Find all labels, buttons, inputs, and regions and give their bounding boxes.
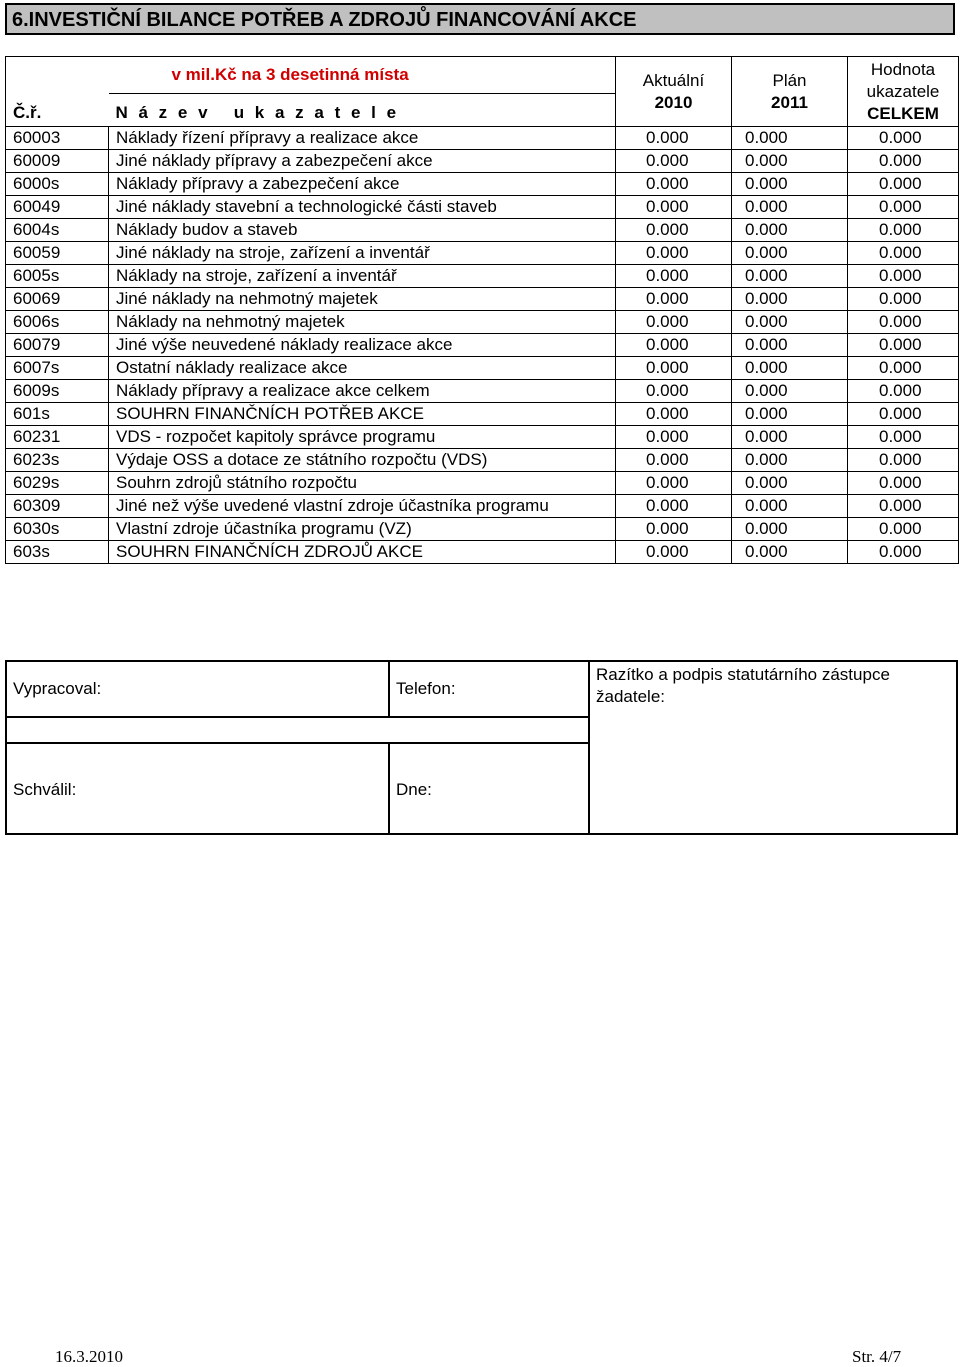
- col-total-label-2: ukazatele: [866, 81, 940, 101]
- date-cell: [390, 744, 590, 833]
- row-code: 60309: [6, 495, 109, 518]
- row-code: 6029s: [6, 472, 109, 495]
- table-row: [6, 541, 959, 564]
- row-plan-value: 0.000: [732, 495, 848, 518]
- row-name: Náklady na stroje, zařízení a inventář: [109, 265, 616, 288]
- row-code: 6005s: [6, 265, 109, 288]
- row-actual-value: 0.000: [616, 265, 732, 288]
- row-plan-value: 0.000: [732, 219, 848, 242]
- row-actual-value: 0.000: [616, 495, 732, 518]
- row-actual-value: 0.000: [616, 288, 732, 311]
- row-name: Ostatní náklady realizace akce: [109, 357, 616, 380]
- row-name: SOUHRN FINANČNÍCH ZDROJŮ AKCE: [109, 541, 616, 564]
- row-plan-value: 0.000: [732, 242, 848, 265]
- row-plan-value: 0.000: [732, 449, 848, 472]
- row-name: Jiné náklady přípravy a zabezpečení akce: [109, 150, 616, 173]
- row-name: Souhrn zdrojů státního rozpočtu: [109, 472, 616, 495]
- name-header: N á z e v u k a z a t e l e: [115, 103, 400, 122]
- col-plan-label: Plán: [772, 70, 807, 90]
- table-row: [6, 357, 959, 380]
- approved-label: Schválil:: [13, 780, 77, 799]
- row-name: Jiné náklady na stroje, zařízení a inventář: [109, 242, 616, 265]
- row-total-value: 0.000: [848, 150, 959, 173]
- row-plan-value: 0.000: [732, 150, 848, 173]
- row-code: 6030s: [6, 518, 109, 541]
- date-label: Dne:: [396, 780, 432, 799]
- row-name: Náklady budov a staveb: [109, 219, 616, 242]
- row-actual-value: 0.000: [616, 150, 732, 173]
- table-body: [6, 127, 959, 564]
- row-total-value: 0.000: [848, 173, 959, 196]
- phone-label: Telefon:: [396, 679, 456, 698]
- footer-page-number: Str. 4/7: [852, 1347, 902, 1366]
- row-name: Jiné než výše uvedené vlastní zdroje účastníka programu: [109, 495, 616, 518]
- row-code: 60003: [6, 127, 109, 150]
- row-total-value: 0.000: [848, 219, 959, 242]
- row-plan-value: 0.000: [732, 472, 848, 495]
- row-code: 601s: [6, 403, 109, 426]
- row-name: Vlastní zdroje účastníka programu (VZ): [109, 518, 616, 541]
- table-row: [6, 403, 959, 426]
- row-name: Jiné náklady na nehmotný majetek: [109, 288, 616, 311]
- col-actual-label: Aktuální: [642, 70, 705, 90]
- row-plan-value: 0.000: [732, 403, 848, 426]
- prepared-label: Vypracoval:: [13, 679, 102, 698]
- approved-cell: [7, 744, 390, 833]
- row-actual-value: 0.000: [616, 311, 732, 334]
- row-name: Náklady přípravy a realizace akce celkem: [109, 380, 616, 403]
- row-code: 60049: [6, 196, 109, 219]
- prepared-cell: [7, 662, 390, 718]
- row-plan-value: 0.000: [732, 196, 848, 219]
- table-row: [6, 380, 959, 403]
- row-total-value: 0.000: [848, 449, 959, 472]
- col-actual-year: 2010: [654, 92, 693, 112]
- row-actual-value: 0.000: [616, 242, 732, 265]
- row-plan-value: 0.000: [732, 127, 848, 150]
- unit-note: v mil.Kč na 3 desetinná místa: [171, 65, 409, 84]
- row-number-header: Č.ř.: [13, 103, 42, 122]
- row-code: 6007s: [6, 357, 109, 380]
- table-row: [6, 311, 959, 334]
- row-code: 603s: [6, 541, 109, 564]
- row-plan-value: 0.000: [732, 334, 848, 357]
- table-row: [6, 127, 959, 150]
- row-code: 6000s: [6, 173, 109, 196]
- row-actual-value: 0.000: [616, 380, 732, 403]
- row-actual-value: 0.000: [616, 449, 732, 472]
- row-code: 60059: [6, 242, 109, 265]
- col-plan-year: 2011: [771, 92, 808, 112]
- row-code: 60079: [6, 334, 109, 357]
- table-row: [6, 518, 959, 541]
- table-row: [6, 265, 959, 288]
- table-row: [6, 449, 959, 472]
- phone-cell: [390, 662, 590, 718]
- row-actual-value: 0.000: [616, 334, 732, 357]
- row-code: 6006s: [6, 311, 109, 334]
- row-name: Jiné výše neuvedené náklady realizace akce: [109, 334, 616, 357]
- row-plan-value: 0.000: [732, 265, 848, 288]
- stamp-label: Razítko a podpis statutárního zástupce žadatele:: [596, 665, 890, 706]
- col-plan-header: [732, 57, 848, 127]
- row-plan-value: 0.000: [732, 426, 848, 449]
- col-total-label-1: Hodnota: [870, 59, 936, 79]
- row-total-value: 0.000: [848, 518, 959, 541]
- unit-header-cell: [109, 57, 616, 94]
- row-actual-value: 0.000: [616, 196, 732, 219]
- row-total-value: 0.000: [848, 288, 959, 311]
- row-plan-value: 0.000: [732, 357, 848, 380]
- row-total-value: 0.000: [848, 426, 959, 449]
- table-row: [6, 173, 959, 196]
- row-code: 6004s: [6, 219, 109, 242]
- row-total-value: 0.000: [848, 311, 959, 334]
- row-plan-value: 0.000: [732, 518, 848, 541]
- name-header-cell: [109, 94, 616, 127]
- table-row: [6, 288, 959, 311]
- row-plan-value: 0.000: [732, 173, 848, 196]
- row-total-value: 0.000: [848, 265, 959, 288]
- row-number-header-cell: [6, 57, 109, 127]
- row-actual-value: 0.000: [616, 127, 732, 150]
- row-actual-value: 0.000: [616, 403, 732, 426]
- row-actual-value: 0.000: [616, 426, 732, 449]
- row-code: 60069: [6, 288, 109, 311]
- col-total-header: [848, 57, 959, 127]
- row-name: Jiné náklady stavební a technologické části staveb: [109, 196, 616, 219]
- row-plan-value: 0.000: [732, 288, 848, 311]
- row-total-value: 0.000: [848, 403, 959, 426]
- table-row: [6, 150, 959, 173]
- row-actual-value: 0.000: [616, 472, 732, 495]
- row-code: 6009s: [6, 380, 109, 403]
- row-plan-value: 0.000: [732, 311, 848, 334]
- row-name: SOUHRN FINANČNÍCH POTŘEB AKCE: [109, 403, 616, 426]
- table-row: [6, 242, 959, 265]
- row-plan-value: 0.000: [732, 380, 848, 403]
- row-code: 6023s: [6, 449, 109, 472]
- col-total-label-3: CELKEM: [867, 103, 939, 123]
- investment-balance-table: [5, 56, 959, 564]
- row-actual-value: 0.000: [616, 357, 732, 380]
- spacer-cell: [7, 718, 590, 744]
- row-code: 60231: [6, 426, 109, 449]
- row-name: Výdaje OSS a dotace ze státního rozpočtu (VDS): [109, 449, 616, 472]
- row-total-value: 0.000: [848, 127, 959, 150]
- table-row: [6, 426, 959, 449]
- row-code: 60009: [6, 150, 109, 173]
- table-row: [6, 472, 959, 495]
- row-actual-value: 0.000: [616, 219, 732, 242]
- table-row: [6, 334, 959, 357]
- row-total-value: 0.000: [848, 380, 959, 403]
- footer-date: 16.3.2010: [55, 1347, 123, 1366]
- row-name: Náklady řízení přípravy a realizace akce: [109, 127, 616, 150]
- row-actual-value: 0.000: [616, 518, 732, 541]
- row-name: Náklady na nehmotný majetek: [109, 311, 616, 334]
- row-name: VDS - rozpočet kapitoly správce programu: [109, 426, 616, 449]
- table-row: [6, 495, 959, 518]
- row-total-value: 0.000: [848, 472, 959, 495]
- row-total-value: 0.000: [848, 495, 959, 518]
- row-total-value: 0.000: [848, 196, 959, 219]
- row-total-value: 0.000: [848, 541, 959, 564]
- row-actual-value: 0.000: [616, 541, 732, 564]
- table-row: [6, 219, 959, 242]
- table-row: [6, 196, 959, 219]
- row-total-value: 0.000: [848, 334, 959, 357]
- row-plan-value: 0.000: [732, 541, 848, 564]
- row-actual-value: 0.000: [616, 173, 732, 196]
- col-actual-header: [616, 57, 732, 127]
- page-title: 6.INVESTIČNÍ BILANCE POTŘEB A ZDROJŮ FINANCOVÁNÍ AKCE: [12, 9, 637, 31]
- row-total-value: 0.000: [848, 242, 959, 265]
- row-total-value: 0.000: [848, 357, 959, 380]
- page-title-bar: [5, 3, 955, 35]
- signature-block: [5, 660, 958, 835]
- row-name: Náklady přípravy a zabezpečení akce: [109, 173, 616, 196]
